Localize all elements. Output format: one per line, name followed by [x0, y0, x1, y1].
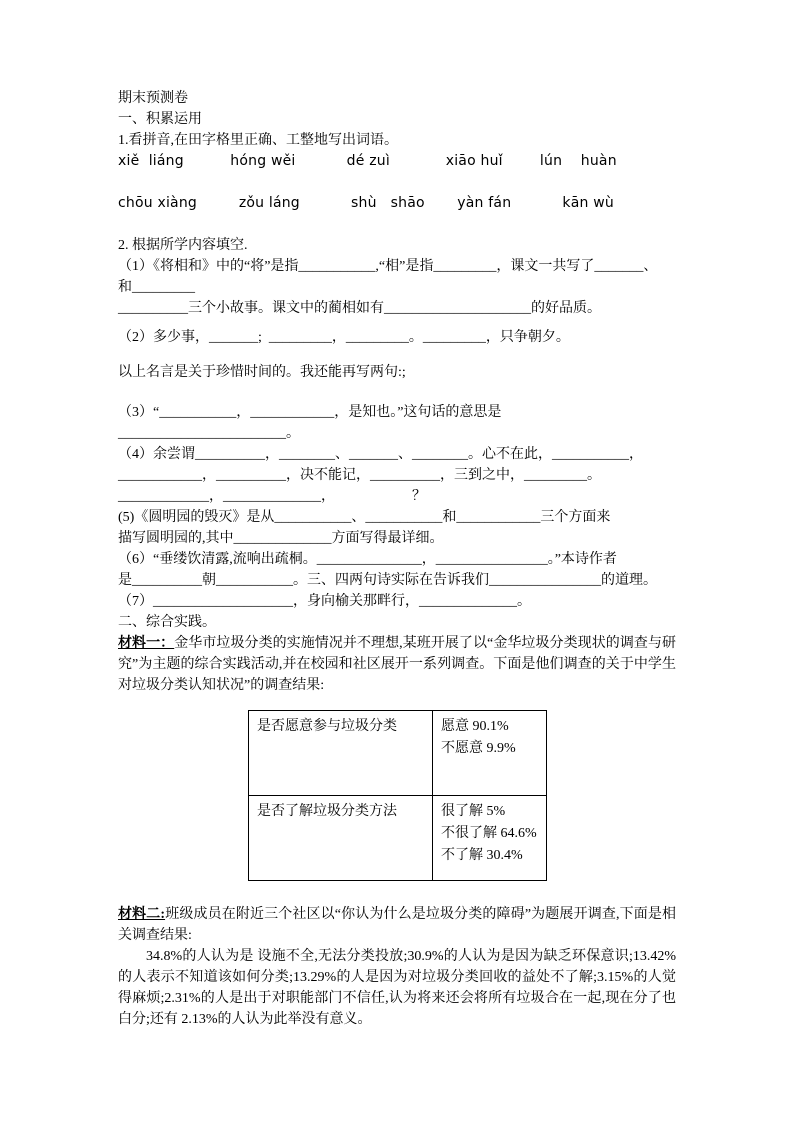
fill-blank-line-7: （7）____________________，身向榆关那畔行，______________。 — [118, 594, 531, 609]
fill-blank-line-5a: (5)《圆明园的毁灭》是从___________、___________和____________三个方面来 — [118, 510, 611, 525]
fill-blank-line-5b: 描写圆明园的,其中______________方面写得最详细。 — [118, 531, 444, 546]
writing-space-1 — [118, 172, 676, 193]
fill-blank-line-3: （3）“___________，____________，是知也。”这句话的意思是________________________。 — [118, 405, 502, 441]
section-heading-practice: 二、综合实践。 — [118, 615, 216, 630]
question-cell: 是否了解垃圾分类方法 — [249, 796, 433, 881]
table-row-willingness — [249, 711, 547, 796]
survey-statistics-paragraph: 34.8%的人认为是 设施不全,无法分类投放;30.9%的人认为是因为缺乏环保意识;13.42%的人表示不知道该如何分类;13.29%的人是因为对垃圾分类回收的益处不了解;3.15%的人觉得麻烦;2.31%的人是出于对职能部门不信任,认为将来还会将所有垃圾合在一起,现在分了也白分;还有 2.13%的人认为此举没有意义。 — [118, 949, 676, 1027]
question-cell: 是否愿意参与垃圾分类 — [249, 711, 433, 796]
material-2-label: 材料二: — [118, 907, 166, 922]
fill-blank-line-4b: ____________，__________，决不能记，__________，三到之中，_________。 — [118, 468, 601, 483]
pinyin-row-1: xiě liáng hóng wěi dé zuì xiāo huǐ lún huàn — [118, 153, 617, 169]
fill-blank-line-6b: 是__________朝___________。三、四两句诗实际在告诉我们________________的道理。 — [118, 573, 657, 588]
fill-blank-line-1a: （1）《将相和》中的“将”是指___________,“相”是指_________，课文一共写了_______、 — [118, 259, 658, 274]
question-2-prompt: 2. 根据所学内容填空. — [118, 238, 248, 253]
fill-blank-line-1c: __________三个小故事。课文中的蔺相如有_____________________的好品质。 — [118, 301, 601, 316]
time-proverb-note: 以上名言是关于珍惜时间的。我还能再写两句:; — [118, 365, 406, 380]
material-1-paragraph — [118, 633, 676, 696]
material-1-text: 金华市垃圾分类的实施情况并不理想,某班开展了以“金华垃圾分类现状的调查与研究”为主题的综合实践活动,并在校园和社区展开一系列调查。下面是他们调查的关于中学生对垃圾分类认知状况”的调查结果: — [118, 636, 676, 693]
result-value: 很了解 5% — [441, 804, 506, 819]
table-row-knowledge — [249, 796, 547, 881]
material-2-text: 班级成员在附近三个社区以“你认为什么是垃圾分类的障碍”为题展开调查,下面是相关调查结果: — [118, 907, 676, 943]
fill-blank-line-6a: （6）“垂缕饮清露,流响出疏桐。_______________，________________。”本诗作者 — [118, 552, 617, 567]
result-value: 不了解 30.4% — [441, 848, 523, 863]
section-heading-accumulation: 一、积累运用 — [118, 112, 202, 127]
results-cell — [433, 796, 547, 881]
fill-blank-line-1b: 和_________ — [118, 280, 195, 295]
fill-blank-line-4a: （4）余尝谓__________，________、_______、________。心不在此，___________， — [118, 447, 643, 462]
material-2-paragraph — [118, 904, 676, 946]
material-1-label: 材料一： — [118, 636, 175, 651]
writing-space-2 — [118, 214, 676, 235]
survey-table — [248, 710, 547, 881]
result-value: 愿意 90.1% — [441, 719, 509, 734]
fill-blank-line-2: （2）多少事，_______; _________，_________。_________，只争朝夕。 — [118, 330, 570, 345]
result-value: 不很了解 64.6% — [441, 826, 537, 841]
question-1-prompt: 1.看拼音,在田字格里正确、工整地写出词语。 — [118, 133, 398, 148]
results-cell — [433, 711, 547, 796]
result-value: 不愿意 9.9% — [441, 741, 516, 756]
page-title: 期末预测卷 — [118, 91, 188, 106]
pinyin-row-2: chōu xiàng zǒu láng shù shāo yàn fán kān wù — [118, 195, 614, 211]
fill-blank-line-4c: _____________，______________， ？ — [118, 489, 426, 504]
